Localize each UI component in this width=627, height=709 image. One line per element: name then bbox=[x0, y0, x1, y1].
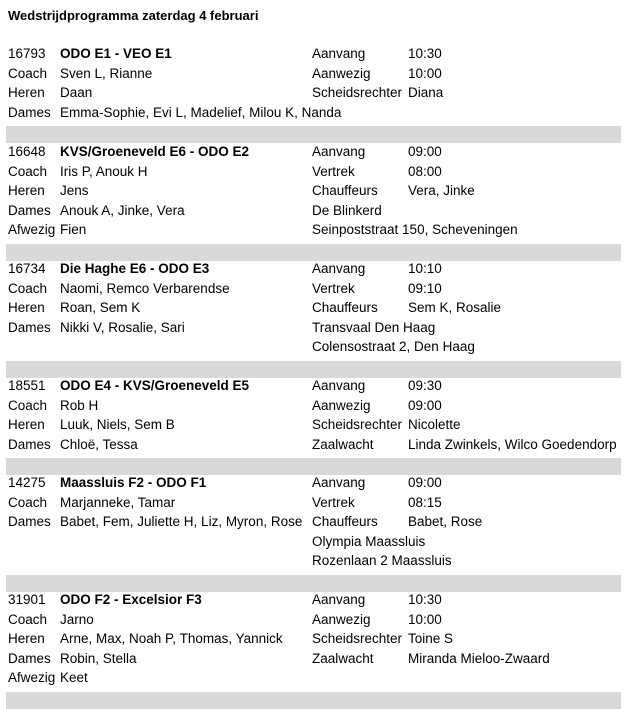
detail-label: Scheidsrechter bbox=[312, 85, 403, 100]
separator-bar bbox=[6, 244, 621, 261]
detail-value: 08:15 bbox=[408, 494, 442, 510]
detail-label: Aanwezig bbox=[312, 397, 371, 413]
detail-value: 10:10 bbox=[408, 261, 442, 276]
detail-label: Chauffeurs bbox=[312, 514, 378, 529]
match-block bbox=[0, 259, 627, 357]
detail-value: 09:00 bbox=[408, 475, 442, 490]
match-row bbox=[0, 83, 627, 103]
detail-value: Nicolette bbox=[408, 417, 461, 432]
row-label: 16793 bbox=[8, 46, 46, 61]
match-row bbox=[0, 551, 627, 571]
row-label: Coach bbox=[8, 163, 48, 179]
row-label: Heren bbox=[8, 183, 45, 198]
row-label: 16734 bbox=[8, 261, 46, 276]
detail-value: Diana bbox=[408, 85, 444, 100]
detail-value: 08:00 bbox=[408, 163, 442, 179]
detail-label: Scheidsrechter bbox=[312, 631, 403, 646]
row-label: 18551 bbox=[8, 378, 46, 393]
match-row bbox=[0, 103, 627, 123]
match-title: ODO E4 - KVS/Groeneveld E5 bbox=[60, 378, 250, 393]
row-value: Arne, Max, Noah P, Thomas, Yannick bbox=[60, 631, 283, 646]
match-row bbox=[0, 64, 627, 84]
detail-label: Aanvang bbox=[312, 261, 366, 276]
detail-value: 10:00 bbox=[408, 611, 442, 627]
row-label: Dames bbox=[8, 514, 51, 529]
row-value: Rob H bbox=[60, 397, 99, 413]
detail-value: 09:10 bbox=[408, 280, 442, 296]
detail-label: Aanwezig bbox=[312, 65, 371, 81]
detail-label: Chauffeurs bbox=[312, 183, 378, 198]
row-label: Coach bbox=[8, 65, 48, 81]
detail-label: De Blinkerd bbox=[312, 202, 382, 218]
separator-bar bbox=[6, 361, 621, 378]
row-label: Coach bbox=[8, 611, 48, 627]
match-title: ODO E1 - VEO E1 bbox=[60, 46, 172, 61]
row-label: Dames bbox=[8, 319, 51, 335]
row-value: Keet bbox=[60, 670, 88, 685]
match-row bbox=[0, 220, 627, 240]
detail-label: Vertrek bbox=[312, 163, 355, 179]
detail-label: Colensostraat 2, Den Haag bbox=[312, 339, 475, 354]
row-value: Emma-Sophie, Evi L, Madelief, Milou K, Nanda bbox=[60, 104, 342, 120]
detail-label: Vertrek bbox=[312, 494, 355, 510]
row-label: Heren bbox=[8, 85, 45, 100]
match-row bbox=[0, 473, 627, 493]
detail-label: Zaalwacht bbox=[312, 650, 374, 666]
match-row bbox=[0, 201, 627, 221]
row-value: Babet, Fem, Juliette H, Liz, Myron, Rose bbox=[60, 514, 303, 529]
row-value: Luuk, Niels, Sem B bbox=[60, 417, 175, 432]
row-value: Fien bbox=[60, 222, 87, 237]
match-row bbox=[0, 435, 627, 455]
detail-value: 09:30 bbox=[408, 378, 442, 393]
match-row bbox=[0, 629, 627, 649]
detail-value: Vera, Jinke bbox=[408, 183, 475, 198]
row-label: Heren bbox=[8, 300, 45, 315]
match-row bbox=[0, 610, 627, 630]
detail-label: Zaalwacht bbox=[312, 436, 374, 452]
detail-label: Vertrek bbox=[312, 280, 355, 296]
row-label: Afwezig bbox=[8, 670, 56, 685]
detail-value: 09:00 bbox=[408, 144, 442, 159]
detail-value: Babet, Rose bbox=[408, 514, 483, 529]
match-title: Maassluis F2 - ODO F1 bbox=[60, 475, 207, 490]
row-label: Dames bbox=[8, 650, 51, 666]
row-label: Dames bbox=[8, 436, 51, 452]
row-value: Roan, Sem K bbox=[60, 300, 141, 315]
row-label: Dames bbox=[8, 104, 51, 120]
row-label: Heren bbox=[8, 631, 45, 646]
detail-value: Toine S bbox=[408, 631, 454, 646]
detail-label: Aanvang bbox=[312, 592, 366, 607]
match-block bbox=[0, 473, 627, 571]
row-value: Naomi, Remco Verbarendse bbox=[60, 280, 230, 296]
row-value: Chloë, Tessa bbox=[60, 436, 138, 452]
row-label: 16648 bbox=[8, 144, 46, 159]
row-value: Anouk A, Jinke, Vera bbox=[60, 202, 185, 218]
row-label: Coach bbox=[8, 494, 48, 510]
detail-value: 09:00 bbox=[408, 397, 442, 413]
match-block bbox=[0, 376, 627, 454]
match-title: KVS/Groeneveld E6 - ODO E2 bbox=[60, 144, 250, 159]
match-row bbox=[0, 259, 627, 279]
detail-label: Olympia Maassluis bbox=[312, 533, 426, 549]
match-block bbox=[0, 44, 627, 122]
detail-label: Chauffeurs bbox=[312, 300, 378, 315]
row-label: Coach bbox=[8, 397, 48, 413]
match-row bbox=[0, 493, 627, 513]
row-value: Jarno bbox=[60, 611, 94, 627]
match-row bbox=[0, 44, 627, 64]
detail-label: Transvaal Den Haag bbox=[312, 319, 436, 335]
row-label: Afwezig bbox=[8, 222, 56, 237]
match-row bbox=[0, 649, 627, 669]
detail-value: Sem K, Rosalie bbox=[408, 300, 502, 315]
match-block bbox=[0, 590, 627, 688]
match-row bbox=[0, 181, 627, 201]
match-row bbox=[0, 415, 627, 435]
row-label: 14275 bbox=[8, 475, 46, 490]
match-row bbox=[0, 337, 627, 357]
detail-label: Aanvang bbox=[312, 144, 366, 159]
detail-value: Miranda Mieloo-Zwaard bbox=[408, 650, 550, 666]
detail-value: 10:30 bbox=[408, 592, 442, 607]
page-title: Wedstrijdprogramma zaterdag 4 februari bbox=[8, 8, 259, 23]
match-row bbox=[0, 298, 627, 318]
separator-bar bbox=[6, 692, 621, 709]
row-value: Iris P, Anouk H bbox=[60, 163, 148, 179]
row-label: Coach bbox=[8, 280, 48, 296]
match-row bbox=[0, 512, 627, 532]
detail-value: Linda Zwinkels, Wilco Goedendorp bbox=[408, 436, 617, 452]
match-row bbox=[0, 162, 627, 182]
detail-label: Aanvang bbox=[312, 46, 366, 61]
separator-bar bbox=[6, 126, 621, 143]
separator-bar bbox=[6, 575, 621, 592]
match-row bbox=[0, 396, 627, 416]
row-value: Daan bbox=[60, 85, 93, 100]
match-row bbox=[0, 532, 627, 552]
match-title: ODO F2 - Excelsior F3 bbox=[60, 592, 202, 607]
row-value: Jens bbox=[60, 183, 89, 198]
detail-label: Aanvang bbox=[312, 378, 366, 393]
row-label: Heren bbox=[8, 417, 45, 432]
detail-label: Aanvang bbox=[312, 475, 366, 490]
match-row bbox=[0, 590, 627, 610]
match-row bbox=[0, 376, 627, 396]
detail-value: 10:30 bbox=[408, 46, 442, 61]
match-row bbox=[0, 668, 627, 688]
match-title: Die Haghe E6 - ODO E3 bbox=[60, 261, 210, 276]
match-block bbox=[0, 142, 627, 240]
row-value: Marjanneke, Tamar bbox=[60, 494, 176, 510]
row-value: Robin, Stella bbox=[60, 650, 137, 666]
match-row bbox=[0, 279, 627, 299]
row-label: Dames bbox=[8, 202, 51, 218]
match-row bbox=[0, 318, 627, 338]
detail-label: Rozenlaan 2 Maassluis bbox=[312, 553, 452, 568]
detail-label: Aanwezig bbox=[312, 611, 371, 627]
detail-value: 10:00 bbox=[408, 65, 442, 81]
row-value: Nikki V, Rosalie, Sari bbox=[60, 319, 185, 335]
detail-label: Seinpoststraat 150, Scheveningen bbox=[312, 222, 518, 237]
row-value: Sven L, Rianne bbox=[60, 65, 153, 81]
detail-label: Scheidsrechter bbox=[312, 417, 403, 432]
match-row bbox=[0, 142, 627, 162]
row-label: 31901 bbox=[8, 592, 46, 607]
